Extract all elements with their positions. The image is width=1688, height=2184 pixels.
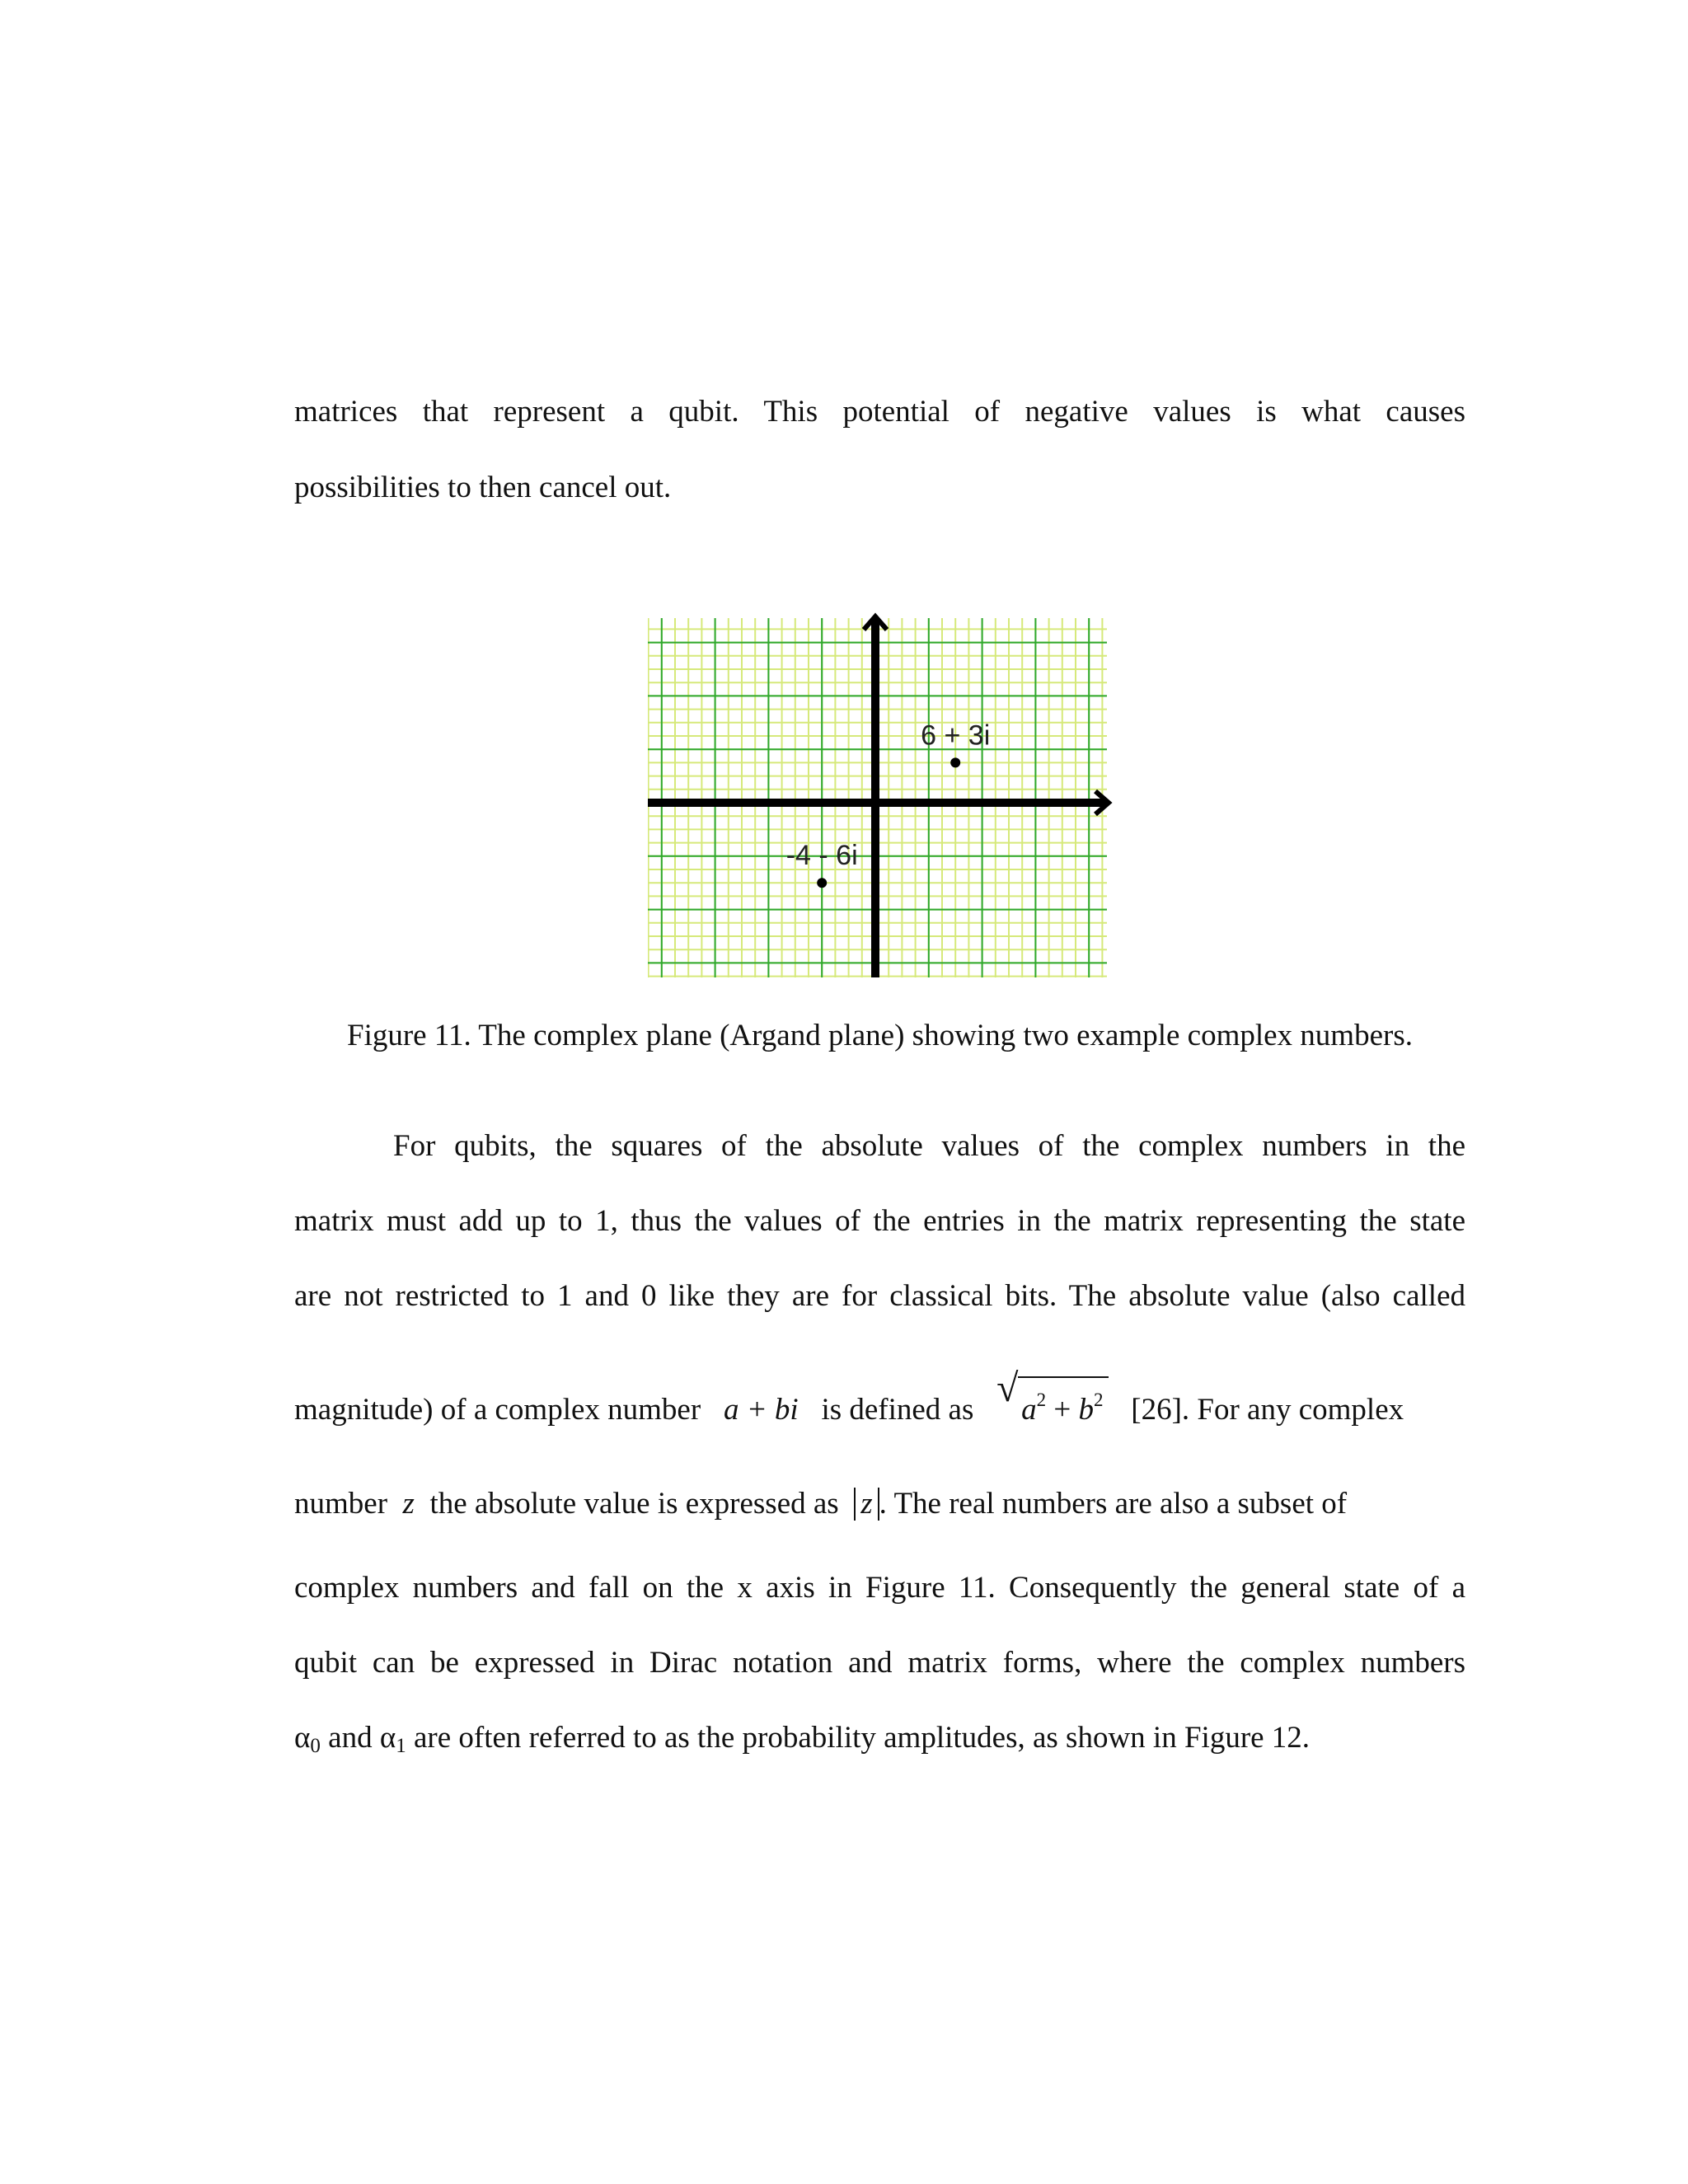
paragraph-2-line-2: matrix must add up to 1, thus the values of the entries in the matrix representing the state — [294, 1204, 1465, 1238]
sqrt-var-b: b — [1078, 1393, 1095, 1427]
paragraph-2-line-1: For qubits, the squares of the absolute values of the complex numbers in the — [393, 1129, 1465, 1163]
line-5-text-b: the absolute value is expressed as — [429, 1487, 839, 1521]
data-point — [950, 757, 960, 767]
line-5-text-a: number — [294, 1487, 388, 1521]
alpha-1: α1 — [379, 1721, 406, 1757]
paragraph-2-line-4 — [294, 1366, 1465, 1429]
sqrt-sign-icon: √ — [996, 1366, 1019, 1410]
data-point — [817, 878, 827, 888]
data-point-label: 6 + 3i — [921, 719, 991, 752]
abs-z: z — [854, 1488, 879, 1521]
line-8-rest: are often referred to as the probability amplitudes, as shown in Figure 12. — [406, 1721, 1311, 1755]
var-z: z — [402, 1487, 415, 1521]
paragraph-2-line-7: qubit can be expressed in Dirac notation and matrix forms, where the complex numbers — [294, 1646, 1465, 1680]
paragraph-1-line-1: matrices that represent a qubit. This potential of negative values is what causes — [294, 395, 1465, 429]
line-4-text-a: magnitude) of a complex number — [294, 1393, 701, 1427]
sqrt-exp-b: 2 — [1094, 1390, 1104, 1410]
data-point-label: -4 - 6i — [785, 840, 858, 872]
sqrt-exp-a: 2 — [1036, 1390, 1047, 1410]
line-4-text-c: [26]. For any complex — [1131, 1393, 1404, 1427]
figure-caption: Figure 11. The complex plane (Argand plane) showing two example complex numbers. — [347, 1019, 1413, 1052]
alpha-0: α0 — [294, 1721, 321, 1757]
line-8-and: and — [320, 1721, 380, 1755]
complex-plane-chart — [648, 612, 1114, 977]
sqrt-plus: + — [1046, 1393, 1079, 1427]
paragraph-2-line-8 — [294, 1719, 1465, 1765]
sqrt-formula — [996, 1366, 1108, 1429]
paragraph-2-line-3: are not restricted to 1 and 0 like they are for classical bits. The absolute value (also called — [294, 1279, 1465, 1313]
paragraph-2-line-5 — [294, 1485, 1465, 1523]
math-a-plus-bi: a + bi — [723, 1393, 799, 1427]
paragraph-2-line-6: complex numbers and fall on the x axis in Figure 11. Consequently the general state of a — [294, 1571, 1465, 1605]
line-5-text-c: . The real numbers are also a subset of — [879, 1487, 1348, 1521]
sqrt-var-a: a — [1021, 1393, 1037, 1427]
line-4-text-b: is defined as — [821, 1393, 974, 1427]
paragraph-1-line-2: possibilities to then cancel out. — [294, 471, 672, 504]
complex-plane-figure — [648, 612, 1114, 977]
